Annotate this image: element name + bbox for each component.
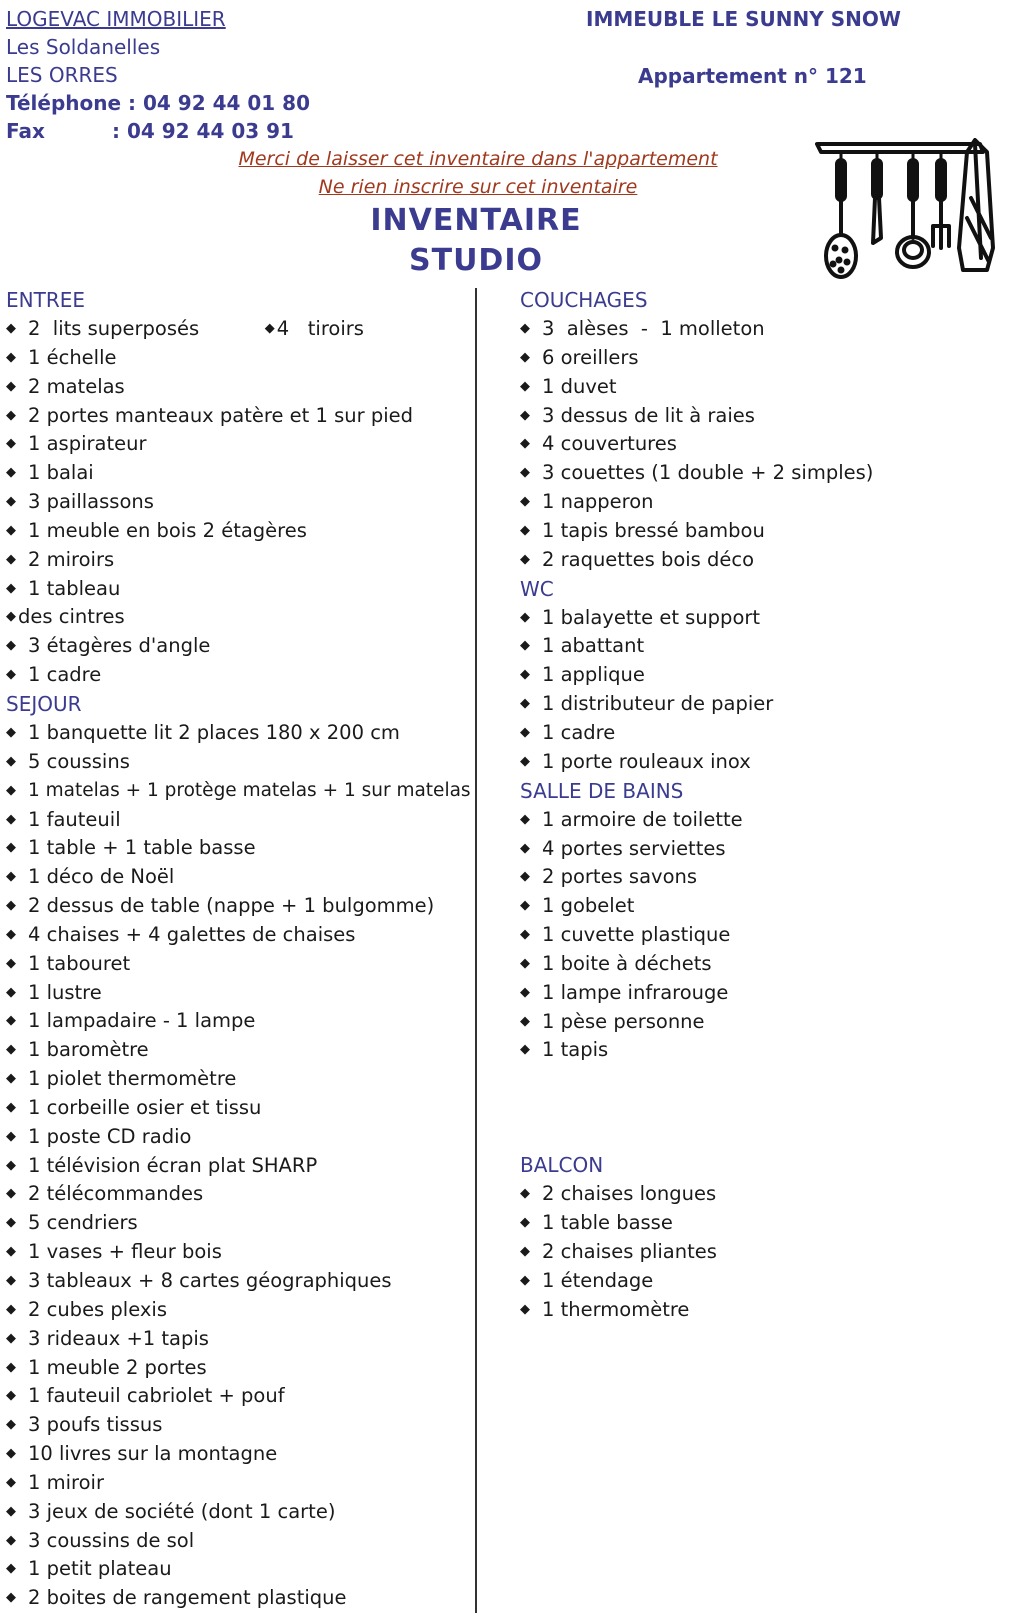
list-item: ◆ 1 balayette et support [520, 605, 761, 629]
list-item: ◆ 1 gobelet [520, 894, 635, 918]
list-item: ◆ 6 oreillers [520, 345, 639, 369]
list-item: ◆ 2 lits superposés ◆ 4 tiroirs [6, 317, 364, 340]
list-item: ◆ 2 chaises pliantes [520, 1239, 717, 1263]
notice-leave-inventory: Merci de laisser cet inventaire dans l'appartement [238, 148, 718, 170]
list-item: ◆ 1 télévision écran plat SHARP [6, 1153, 318, 1177]
list-item: ◆ 3 paillassons [6, 490, 154, 514]
list-item: ◆ 1 tableau [6, 576, 121, 600]
list-item: ◆ 2 matelas [6, 374, 125, 398]
list-item: ◆ 1 petit plateau [6, 1557, 172, 1581]
list-item: ◆ 1 pèse personne [520, 1009, 705, 1033]
address-line-2: LES ORRES [6, 63, 118, 87]
kitchen-utensils-icon [815, 138, 1024, 288]
company-name: LOGEVAC IMMOBILIER [6, 7, 226, 31]
apartment-number: Appartement n° 121 [638, 64, 867, 88]
list-item: ◆ 1 vases + fleur bois [6, 1240, 222, 1264]
list-item: ◆ 1 table + 1 table basse [6, 836, 256, 860]
list-item: ◆ 1 déco de Noël [6, 865, 175, 889]
list-item: ◆ 1 distributeur de papier [520, 692, 774, 716]
list-item: ◆ 1 corbeille osier et tissu [6, 1095, 262, 1119]
list-item: ◆ 1 fauteuil cabriolet + pouf [6, 1384, 285, 1408]
list-item: ◆ 1 meuble 2 portes [6, 1355, 207, 1379]
list-item: ◆ 1 poste CD radio [6, 1124, 192, 1148]
section-title-wc: WC [520, 576, 554, 601]
list-item: ◆ 3 poufs tissus [6, 1413, 163, 1437]
list-item: ◆ 2 boites de rangement plastique [6, 1586, 347, 1610]
list-item: ◆ 1 porte rouleaux inox [520, 749, 751, 773]
list-item: ◆ 5 coussins [6, 749, 130, 773]
list-item: ◆ 1 applique [520, 663, 645, 687]
list-item: ◆ 2 cubes plexis [6, 1297, 167, 1321]
list-item: ◆ 2 dessus de table (nappe + 1 bulgomme) [6, 894, 435, 918]
list-item: ◆ 10 livres sur la montagne [6, 1442, 278, 1466]
list-item: ◆ 4 portes serviettes [520, 836, 726, 860]
page-subtitle: STUDIO [409, 243, 543, 278]
address-line-1: Les Soldanelles [6, 35, 161, 59]
list-item: ◆ 1 tapis [520, 1038, 609, 1062]
list-item: ◆ 1 lampe infrarouge [520, 980, 729, 1004]
list-item: ◆ 1 lustre [6, 980, 102, 1004]
list-item: ◆ 5 cendriers [6, 1211, 138, 1235]
fax-label: Fax [6, 119, 45, 143]
list-item: ◆ 4 couvertures [520, 432, 677, 456]
page-title: INVENTAIRE [370, 203, 582, 238]
list-item: ◆ 1 fauteuil [6, 807, 121, 831]
section-title-couchages: COUCHAGES [520, 288, 648, 312]
section-title-entree: ENTREE [6, 288, 85, 312]
list-item: ◆ 1 étendage [520, 1268, 654, 1292]
list-item: ◆ 1 duvet [520, 374, 617, 398]
list-item: ◆ 2 miroirs [6, 547, 115, 571]
list-item: ◆ 3 rideaux +1 tapis [6, 1326, 209, 1350]
list-item: ◆ 2 télécommandes [6, 1182, 204, 1206]
list-item: ◆ 1 tapis bressé bambou [520, 518, 765, 542]
list-item: ◆ 1 lampadaire - 1 lampe [6, 1009, 256, 1033]
list-item: ◆ 1 boite à déchets [520, 951, 712, 975]
left-column [6, 286, 471, 1613]
list-item: ◆ 1 meuble en bois 2 étagères [6, 518, 307, 542]
list-item: ◆ 1 napperon [520, 490, 654, 514]
list-item: ◆ 1 table basse [520, 1211, 673, 1235]
notice-do-not-write: Ne rien inscrire sur cet inventaire [318, 176, 638, 198]
list-item: ◆ 2 chaises longues [520, 1182, 717, 1206]
right-column [520, 286, 1000, 1324]
list-item: ◆ 3 coussins de sol [6, 1528, 195, 1552]
phone: Téléphone : 04 92 44 01 80 [6, 91, 311, 115]
list-item: ◆ 3 alèses - 1 molleton [520, 317, 765, 340]
building-name: IMMEUBLE LE SUNNY SNOW [586, 7, 901, 31]
list-item: ◆ 4 chaises + 4 galettes de chaises [6, 922, 356, 946]
list-item: ◆ 3 jeux de société (dont 1 carte) [6, 1499, 336, 1523]
fax-value: : 04 92 44 03 91 [112, 119, 294, 143]
list-item: ◆ 1 cadre [6, 663, 102, 687]
section-title-balcon: BALCON [520, 1153, 604, 1178]
list-item: ◆ 1 thermomètre [520, 1297, 690, 1321]
list-item: ◆ 1 armoire de toilette [520, 807, 743, 831]
list-item: ◆ 1 abattant [520, 634, 645, 658]
list-item: ◆ 3 dessus de lit à raies [520, 403, 755, 427]
list-item: ◆ 1 aspirateur [6, 432, 147, 456]
list-item: ◆ 1 balai [6, 461, 94, 485]
list-item: ◆ des cintres [6, 605, 125, 629]
list-item: ◆ 1 baromètre [6, 1038, 149, 1062]
column-divider [475, 288, 477, 1613]
blank-space [520, 1065, 1000, 1151]
list-item: ◆ 1 piolet thermomètre [6, 1067, 237, 1091]
list-item: ◆ 1 cadre [520, 720, 616, 744]
section-title-salle-de-bains: SALLE DE BAINS [520, 778, 684, 803]
list-item: ◆ 1 échelle [6, 345, 117, 369]
list-item: ◆ 3 tableaux + 8 cartes géographiques [6, 1269, 392, 1292]
list-item: ◆ 1 miroir [6, 1470, 104, 1494]
list-item: ◆ 1 cuvette plastique [520, 923, 731, 947]
list-item: ◆ 1 banquette lit 2 places 180 x 200 cm [6, 720, 400, 744]
list-item: ◆ 1 matelas + 1 protège matelas + 1 sur matelas [6, 779, 471, 801]
section-title-sejour: SEJOUR [6, 691, 82, 716]
list-item: ◆ 2 portes savons [520, 865, 698, 889]
list-item: ◆ 1 tabouret [6, 951, 131, 975]
list-item: ◆ 3 couettes (1 double + 2 simples) [520, 461, 874, 485]
list-item: ◆ 3 étagères d'angle [6, 634, 211, 658]
list-item: ◆ 2 portes manteaux patère et 1 sur pied [6, 403, 414, 427]
list-item: ◆ 2 raquettes bois déco [520, 547, 755, 571]
